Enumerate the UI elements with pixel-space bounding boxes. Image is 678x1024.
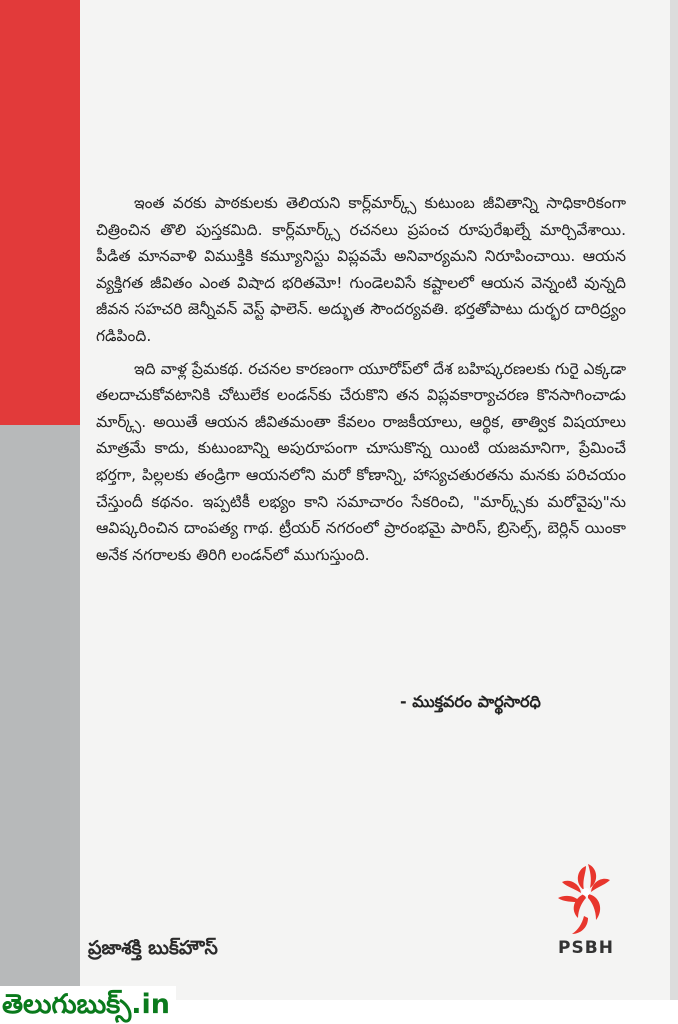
blurb-text xyxy=(96,190,626,568)
publisher-logo xyxy=(548,858,624,960)
author-name: - ముక్తవరం పార్థసారధి xyxy=(400,692,541,711)
blurb-paragraph-2: ఇది వాళ్ల ప్రేమకథ. రచనల కారణంగా యూరోప్‌లో దేశ బహిష్కరణలకు గురై ఎక్కడా తలదాచుకోవటానికి చోటులేక లండన్‌కు చేరుకొని తన విప్లవకార్యాచరణ కొనసాగించాడు మార్క్స్. అయితే ఆయన జీవితమంతా కేవలం రాజకీయాలు, ఆర్థిక, తాత్విక విషయాలు మాత్రమే కాదు, కుటుంబాన్ని అపురూపంగా చూసుకొన్న యింటి యజమానిగా, ప్రేమించే భర్తగా, పిల్లలకు తండ్రిగా ఆయనలోని మరో కోణాన్ని, హాస్యచతురతను మనకు పరిచయం చేస్తుందీ కథనం. ఇప్పటికీ లభ్యం కాని సమాచారం సేకరించి, "మార్క్స్‌కు మరోవైపు"ను ఆవిష్కరించిన దాంపత్య గాథ. ట్రీయర్ నగరంలో ప్రారంభమై పారిస్, బ్రిసెల్స్, బెర్లిన్ యింకా అనేక నగరాలకు తిరిగి లండన్‌లో ముగుస్తుంది. xyxy=(96,359,626,564)
logo-text: PSBH xyxy=(558,938,614,958)
blurb-paragraph-1: ఇంత వరకు పాఠకులకు తెలియని కార్ల్‌మార్క్స్ కుటుంబ జీవితాన్ని సాధికారికంగా చిత్రించిన తొలి పుస్తకమిది. కార్ల్‌మార్క్స్ రచనలు ప్రపంచ రూపురేఖల్నే మార్చివేశాయి. పీడిత మానవాళి విముక్తికి కమ్యూనిస్టు విప్లవమే అనివార్యమని నిరూపించాయి. ఆయన వ్యక్తిగత జీవితం ఎంత విషాద భరితమో! గుండెలవిసే కష్టాలలో ఆయన వెన్నంటి వున్నది జీవన సహచరి జెన్నీవన్ వెస్ట్ ఫాలెన్. అద్భుత సౌందర్యవతి. భర్తతోపాటు దుర్భర దారిద్ర్యం గడిపింది. xyxy=(96,194,626,345)
cover-edge xyxy=(670,0,678,1000)
flower-logo-icon xyxy=(548,858,624,938)
red-side-stripe xyxy=(0,0,80,425)
publisher-name: ప్రజాశక్తి బుక్‌హౌస్ xyxy=(88,937,218,959)
gray-side-stripe xyxy=(0,425,80,1000)
website-watermark: తెలుగుబుక్స్.in xyxy=(0,986,176,1024)
